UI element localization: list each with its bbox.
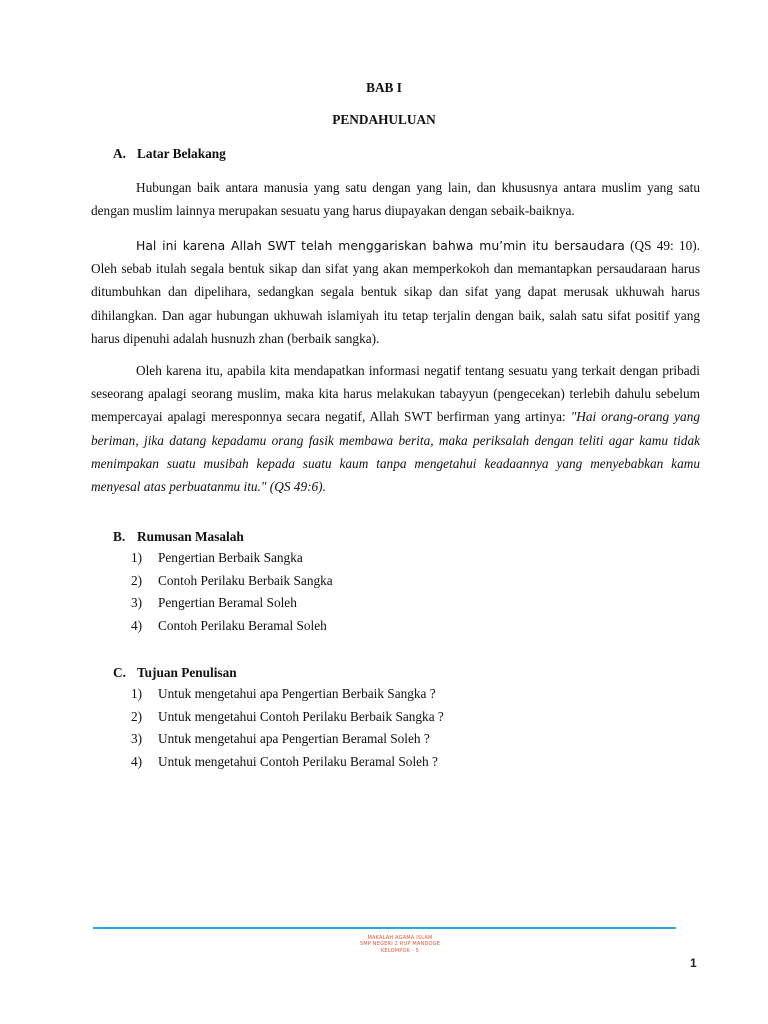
list-item [131,570,333,593]
list-item-number: 4) [131,754,143,770]
list-item [131,615,333,638]
list-item-text: Untuk mengetahui apa Pengertian Berbaik Sangka ? [158,686,436,701]
paragraph-3-text: Oleh karena itu, apabila kita mendapatkan informasi negatif tentang sesuatu yang terkait dengan pribadi seseorang apalagi seorang muslim, maka kita harus melakukan tabayyun (pengecekan) terlebih dahulu sebelum mempercayai apalagi meresponnya secara negatif, Allah SWT berfirman yang artinya: [91,363,700,425]
paragraph-1 [91,176,700,222]
tujuan-penulisan-list [131,683,444,774]
paragraph-2 [91,234,700,350]
list-item [131,683,444,706]
quran-quote: "Hai orang-orang yang beriman, jika datang kepadamu orang fasik membawa berita, maka periksalah dengan teliti agar kamu tidak menimpakan suatu musibah kepada suatu kaum tanpa mengetahui keadaannya yang menyebabkan kamu menyesal atas perbuatanmu itu." (QS 49:6). [91,409,700,495]
section-b-heading [113,528,244,546]
section-c-title: Tujuan Penulisan [137,665,237,680]
section-b-letter: B. [113,529,126,544]
list-item-text: Untuk mengetahui Contoh Perilaku Berbaik Sangka ? [158,708,444,724]
paragraph-1-text: Hubungan baik antara manusia yang satu dengan yang lain, dan khususnya antara muslim yang satu dengan muslim lainnya merupakan sesuatu yang harus diupayakan dengan sebaik-baiknya. [91,180,700,219]
rumusan-masalah-list [131,547,333,638]
section-a-letter: A. [113,146,126,161]
section-c-heading [113,664,237,682]
section-c-letter: C. [113,665,126,680]
paragraph-3 [91,359,700,498]
footer-caption [300,935,500,954]
list-item-text: Pengertian Beramal Soleh [158,595,297,611]
section-a-heading [113,145,226,163]
list-item [131,751,444,774]
list-item-number: 2) [131,708,143,724]
paragraph-2-text: Oleh sebab itulah segala bentuk sikap dan sifat yang akan memperkokoh dan memantapkan persaudaraan harus ditumbuhkan dan dipelihara, sedangkan segala bentuk sikap dan sifat yang dapat merusak ukhuwah harus dihilangkan. Dan agar hubungan ukhuwah islamiyah itu tetap terjalin dengan baik, salah satu sifat positif yang harus dipenuhi adalah husnuzh zhan (berbaik sangka). [91,261,700,346]
footer-line-1: MAKALAH AGAMA ISLAM [367,935,433,941]
list-item-text: Contoh Perilaku Beramal Soleh [158,618,327,634]
list-item-text: Untuk mengetahui apa Pengertian Beramal Soleh ? [158,731,430,747]
list-item-number: 4) [131,618,143,634]
list-item [131,706,444,729]
section-b-title: Rumusan Masalah [137,529,244,544]
list-item-number: 2) [131,572,143,588]
list-item-number: 3) [131,731,143,747]
list-item-number: 3) [131,595,143,611]
list-item-text: Untuk mengetahui Contoh Perilaku Beramal Soleh ? [158,754,438,770]
list-item [131,592,333,615]
list-item [131,547,333,570]
paragraph-2-ref: (QS 49: 10). [624,238,700,253]
footer-line-2: SMP NEGERI 2 RUP MANDOGE [359,941,441,948]
list-item-number: 1) [131,550,143,565]
paragraph-2-lead: Hal ini karena Allah SWT telah menggariskan bahwa mu’min itu bersaudara [136,238,625,253]
chapter-heading: BAB I [366,80,402,95]
page-number: 1 [690,956,697,970]
list-item-text: Pengertian Berbaik Sangka [158,550,303,565]
list-item-text: Contoh Perilaku Berbaik Sangka [158,572,333,588]
footer-divider [93,927,676,929]
chapter-title: PENDAHULUAN [332,112,436,127]
list-item-number: 1) [131,686,143,701]
section-a-title: Latar Belakang [137,146,226,161]
footer-line-3: KELOMPOK - 5 [380,947,420,954]
list-item [131,728,444,751]
